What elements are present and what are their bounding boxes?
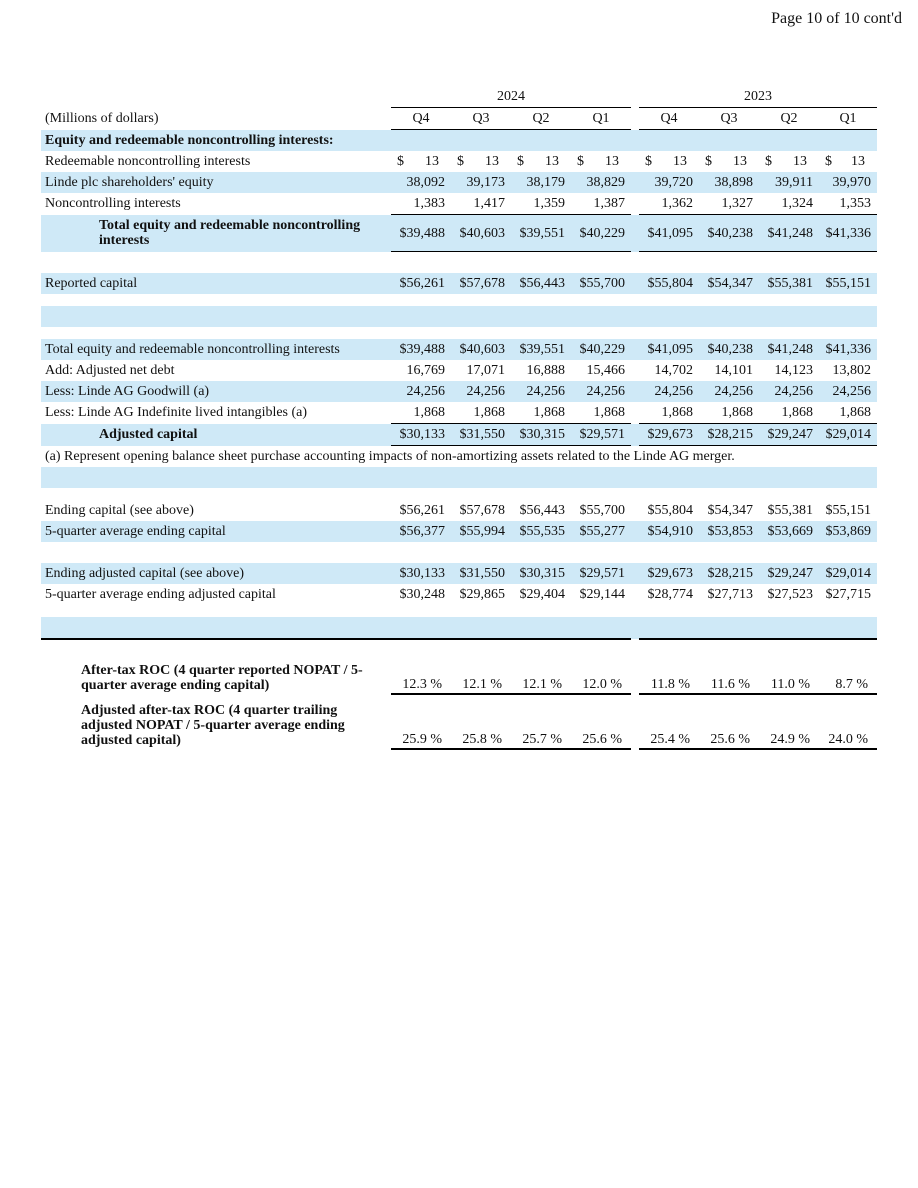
value-cell: $54,347 [707, 503, 753, 518]
value-cell: 1,868 [759, 402, 819, 424]
spacer-cell [41, 617, 391, 639]
currency-value [571, 154, 625, 169]
value-cell: $30,315 [511, 424, 571, 446]
currency-symbol: $ [825, 154, 832, 169]
value-cell: $53,853 [699, 521, 759, 542]
currency-value [699, 154, 753, 169]
value-cell: 1,868 [451, 402, 511, 424]
column-gap [631, 193, 639, 215]
spacer-row [41, 294, 877, 306]
value-cell: 25.6 % [571, 694, 631, 749]
spacer-cell [639, 617, 699, 639]
spacer-cell [41, 542, 877, 563]
column-gap [631, 215, 639, 252]
page-number: Page 10 of 10 cont'd [771, 10, 902, 27]
value-cell: 14,702 [654, 363, 693, 378]
value-cell: $56,261 [391, 273, 451, 294]
column-gap [631, 381, 639, 402]
value-cell: $55,277 [571, 521, 631, 542]
column-gap [631, 360, 639, 381]
value-cell: $28,215 [699, 424, 759, 446]
table-row-intangibles [41, 402, 877, 424]
value-cell: $30,315 [511, 563, 571, 584]
quarter-header: Q2 [511, 108, 571, 130]
row-label-linde-equity: Linde plc shareholders' equity [41, 172, 391, 193]
row-label-intangibles: Less: Linde AG Indefinite lived intangibles (a) [45, 405, 308, 421]
column-gap [631, 273, 639, 294]
row-label-noncontrolling: Noncontrolling interests [45, 196, 181, 212]
value-cell: 11.8 % [639, 639, 699, 694]
section-heading: Equity and redeemable noncontrolling interests: [41, 130, 877, 152]
value-cell: $29,404 [519, 587, 565, 602]
value-cell: $55,151 [825, 503, 871, 518]
table-row-roc [41, 639, 877, 694]
quarter-header: Q2 [759, 108, 819, 130]
amount: 13 [605, 154, 619, 169]
value-cell: $30,248 [399, 587, 445, 602]
units-label: (Millions of dollars) [45, 111, 159, 126]
value-cell [759, 151, 819, 172]
value-cell: 1,868 [819, 402, 877, 424]
value-cell: 25.8 % [451, 694, 511, 749]
value-cell: $55,700 [579, 503, 625, 518]
quarter-header: Q1 [571, 108, 631, 130]
value-cell: 1,868 [571, 402, 631, 424]
year-2023-header: 2023 [639, 86, 877, 108]
value-cell: 25.4 % [639, 694, 699, 749]
currency-symbol: $ [517, 154, 524, 169]
currency-value [819, 154, 871, 169]
value-cell: 1,324 [781, 196, 813, 211]
value-cell: $55,994 [451, 521, 511, 542]
value-cell: $39,488 [391, 215, 451, 252]
value-cell: 1,868 [391, 402, 451, 424]
row-label-goodwill: Less: Linde AG Goodwill (a) [41, 381, 391, 402]
column-gap [631, 500, 639, 521]
column-gap [631, 108, 639, 130]
row-label-adj-net-debt: Add: Adjusted net debt [45, 363, 175, 378]
value-cell: 25.6 % [699, 694, 759, 749]
value-cell: 39,970 [819, 172, 877, 193]
value-cell: $29,247 [759, 563, 819, 584]
value-cell: $30,133 [391, 563, 451, 584]
spacer-cell [571, 617, 631, 639]
currency-value [759, 154, 813, 169]
row-label-ending-adj-capital: Ending adjusted capital (see above) [41, 563, 391, 584]
value-cell: 16,769 [406, 363, 445, 378]
table-row-adj-roc [41, 694, 877, 749]
value-cell: 24,256 [511, 381, 571, 402]
value-cell [451, 151, 511, 172]
value-cell: 38,829 [571, 172, 631, 193]
value-cell: 24,256 [639, 381, 699, 402]
value-cell: $41,248 [759, 215, 819, 252]
value-cell: $55,804 [647, 503, 693, 518]
value-cell: $29,673 [639, 424, 699, 446]
spacer-cell [451, 617, 511, 639]
spacer-cell [41, 488, 877, 500]
value-cell: 39,173 [451, 172, 511, 193]
row-label-total-equity: Total equity and redeemable noncontrolling interests [41, 215, 391, 252]
value-cell: 25.9 % [391, 694, 451, 749]
spacer-cell [631, 617, 639, 639]
spacer-cell [759, 617, 819, 639]
amount: 13 [545, 154, 559, 169]
value-cell: 24,256 [819, 381, 877, 402]
value-cell: $55,381 [759, 273, 819, 294]
value-cell: $55,535 [511, 521, 571, 542]
quarter-header: Q3 [699, 108, 759, 130]
footnote: (a) Represent opening balance sheet purchase accounting impacts of non-amortizing assets related to the Linde AG merger. [45, 449, 735, 464]
footnote-row [41, 446, 877, 468]
section-heading-row [41, 130, 877, 152]
column-gap [631, 424, 639, 446]
table-row-avg-ending-adj-capital [41, 584, 877, 605]
column-gap [631, 172, 639, 193]
value-cell: $54,347 [699, 273, 759, 294]
value-cell: $56,443 [519, 503, 565, 518]
amount: 13 [793, 154, 807, 169]
value-cell: 12.3 % [391, 639, 451, 694]
table-row-ending-adj-capital [41, 563, 877, 584]
value-cell: 38,092 [391, 172, 451, 193]
value-cell: $31,550 [451, 424, 511, 446]
row-label-roc: After-tax ROC (4 quarter reported NOPAT / 5-quarter average ending capital) [81, 663, 363, 693]
amount: 13 [851, 154, 865, 169]
value-cell: 24,256 [571, 381, 631, 402]
value-cell: $29,673 [639, 563, 699, 584]
value-cell: 12.0 % [571, 639, 631, 694]
value-cell [571, 151, 631, 172]
spacer-cell [41, 306, 877, 327]
value-cell: $40,603 [451, 215, 511, 252]
currency-symbol: $ [645, 154, 652, 169]
quarter-header: Q4 [391, 108, 451, 130]
value-cell: $29,014 [819, 424, 877, 446]
row-label-avg-ending-adj-capital: 5-quarter average ending adjusted capital [45, 587, 276, 602]
value-cell: 13,802 [832, 363, 871, 378]
value-cell: $41,095 [639, 339, 699, 360]
value-cell: 14,101 [714, 363, 753, 378]
table-row-ending-capital [41, 500, 877, 521]
value-cell: 25.7 % [511, 694, 571, 749]
value-cell: 24,256 [391, 381, 451, 402]
amount: 13 [485, 154, 499, 169]
spacer-row [41, 306, 877, 327]
value-cell: $41,095 [639, 215, 699, 252]
value-cell: $55,381 [767, 503, 813, 518]
spacer-cell [41, 467, 877, 488]
spacer-row [41, 467, 877, 488]
spacer-cell [511, 617, 571, 639]
value-cell: $40,238 [699, 215, 759, 252]
spacer-row [41, 605, 877, 617]
currency-symbol: $ [765, 154, 772, 169]
column-gap [631, 639, 639, 694]
return-on-capital-table [41, 86, 877, 750]
blank-cell [41, 86, 391, 108]
value-cell: $27,713 [707, 587, 753, 602]
value-cell: $39,551 [511, 339, 571, 360]
spacer-row [41, 252, 877, 274]
value-cell: 38,179 [511, 172, 571, 193]
spacer-row [41, 327, 877, 339]
value-cell: 17,071 [466, 363, 505, 378]
value-cell: $56,377 [391, 521, 451, 542]
table-row-total-equity [41, 215, 877, 252]
year-2024-header: 2024 [391, 86, 631, 108]
value-cell: 39,911 [759, 172, 819, 193]
row-label-ending-capital: Ending capital (see above) [45, 503, 194, 518]
row-label-reported-capital: Reported capital [41, 273, 391, 294]
value-cell: $29,247 [759, 424, 819, 446]
value-cell: 15,466 [586, 363, 625, 378]
currency-value [511, 154, 565, 169]
value-cell: $29,571 [571, 424, 631, 446]
value-cell: $29,014 [819, 563, 877, 584]
column-gap [631, 584, 639, 605]
value-cell: $40,229 [571, 215, 631, 252]
value-cell: 11.0 % [759, 639, 819, 694]
value-cell: $56,261 [399, 503, 445, 518]
value-cell: $41,248 [759, 339, 819, 360]
spacer-cell [41, 327, 877, 339]
quarter-header: Q1 [819, 108, 877, 130]
currency-value [639, 154, 693, 169]
column-gap [631, 86, 639, 108]
spacer-cell [41, 252, 877, 274]
value-cell: 11.6 % [699, 639, 759, 694]
column-gap [631, 563, 639, 584]
value-cell: $29,144 [579, 587, 625, 602]
value-cell: $41,336 [819, 215, 877, 252]
value-cell: $53,669 [759, 521, 819, 542]
column-gap [631, 521, 639, 542]
currency-value [391, 154, 445, 169]
value-cell: $55,804 [639, 273, 699, 294]
column-gap [631, 694, 639, 749]
value-cell: 24,256 [699, 381, 759, 402]
row-label-avg-ending-capital: 5-quarter average ending capital [41, 521, 391, 542]
currency-symbol: $ [397, 154, 404, 169]
value-cell [639, 151, 699, 172]
value-cell: $40,229 [571, 339, 631, 360]
currency-symbol: $ [577, 154, 584, 169]
value-cell [511, 151, 571, 172]
table-row-redeemable [41, 151, 877, 172]
value-cell: 1,868 [639, 402, 699, 424]
spacer-cell [41, 294, 877, 306]
value-cell: 24,256 [451, 381, 511, 402]
table-row-noncontrolling [41, 193, 877, 215]
value-cell: 39,720 [639, 172, 699, 193]
value-cell [391, 151, 451, 172]
value-cell: $27,523 [767, 587, 813, 602]
currency-symbol: $ [457, 154, 464, 169]
currency-value [451, 154, 505, 169]
value-cell: $30,133 [391, 424, 451, 446]
value-cell: 14,123 [774, 363, 813, 378]
value-cell: $39,551 [511, 215, 571, 252]
value-cell: 12.1 % [511, 639, 571, 694]
value-cell: $56,443 [511, 273, 571, 294]
value-cell: 12.1 % [451, 639, 511, 694]
value-cell: 8.7 % [819, 639, 877, 694]
spacer-row [41, 488, 877, 500]
spacer-row [41, 617, 877, 639]
value-cell: $40,603 [451, 339, 511, 360]
spacer-cell [41, 605, 877, 617]
value-cell: 1,359 [533, 196, 565, 211]
quarter-header: Q3 [451, 108, 511, 130]
value-cell: $27,715 [825, 587, 871, 602]
value-cell: $29,571 [571, 563, 631, 584]
table-row-avg-ending-capital [41, 521, 877, 542]
column-gap [631, 402, 639, 424]
value-cell: 1,868 [511, 402, 571, 424]
table-row-adj-net-debt [41, 360, 877, 381]
table-row-reported-capital [41, 273, 877, 294]
value-cell: 1,362 [661, 196, 693, 211]
value-cell: $41,336 [819, 339, 877, 360]
row-label-adj-roc: Adjusted after-tax ROC (4 quarter trailing adjusted NOPAT / 5-quarter average ending adjusted capital) [81, 703, 345, 748]
value-cell: 1,327 [721, 196, 753, 211]
quarter-header: Q4 [639, 108, 699, 130]
value-cell: $31,550 [451, 563, 511, 584]
value-cell: 1,353 [839, 196, 871, 211]
currency-symbol: $ [705, 154, 712, 169]
year-header-row [41, 86, 877, 108]
spacer-cell [819, 617, 877, 639]
row-label-redeemable: Redeemable noncontrolling interests [45, 154, 251, 169]
amount: 13 [673, 154, 687, 169]
value-cell: $40,238 [699, 339, 759, 360]
value-cell: $57,678 [451, 273, 511, 294]
value-cell: 38,898 [699, 172, 759, 193]
value-cell: $29,865 [459, 587, 505, 602]
value-cell: 16,888 [526, 363, 565, 378]
spacer-cell [699, 617, 759, 639]
spacer-row [41, 542, 877, 563]
value-cell: $54,910 [639, 521, 699, 542]
value-cell: 1,383 [413, 196, 445, 211]
value-cell: $57,678 [459, 503, 505, 518]
table-row-linde-equity [41, 172, 877, 193]
value-cell: 24.9 % [759, 694, 819, 749]
spacer-cell [391, 617, 451, 639]
value-cell: $28,774 [647, 587, 693, 602]
value-cell [819, 151, 877, 172]
value-cell [699, 151, 759, 172]
row-label-adjusted-capital: Adjusted capital [41, 424, 391, 446]
value-cell: 1,417 [473, 196, 505, 211]
amount: 13 [425, 154, 439, 169]
quarter-header-row [41, 108, 877, 130]
value-cell: 24.0 % [819, 694, 877, 749]
value-cell: $28,215 [699, 563, 759, 584]
value-cell: 1,387 [593, 196, 625, 211]
table-row-adjusted-capital [41, 424, 877, 446]
column-gap [631, 339, 639, 360]
value-cell: 1,868 [699, 402, 759, 424]
value-cell: $55,151 [819, 273, 877, 294]
amount: 13 [733, 154, 747, 169]
value-cell: 24,256 [759, 381, 819, 402]
value-cell: $39,488 [391, 339, 451, 360]
value-cell: $53,869 [819, 521, 877, 542]
table-row-goodwill [41, 381, 877, 402]
value-cell: $55,700 [571, 273, 631, 294]
row-label-total-equity2: Total equity and redeemable noncontrolling interests [41, 339, 391, 360]
table-row-total-equity2 [41, 339, 877, 360]
column-gap [631, 151, 639, 172]
